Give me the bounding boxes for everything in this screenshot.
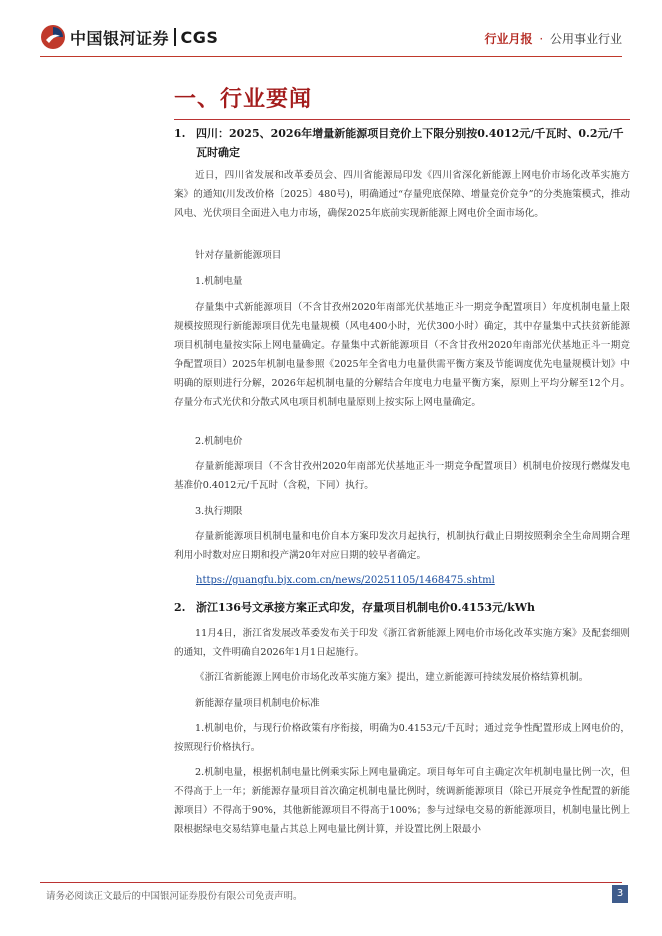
body-paragraph: 3.执行期限 — [195, 506, 243, 517]
logo-text-cn: 中国银河证券 — [70, 28, 170, 48]
footer-disclaimer: 请务必阅读正文最后的中国银河证券股份有限公司免责声明。 — [46, 891, 303, 902]
paragraph-8 — [174, 527, 630, 565]
body-paragraph: 新能源存量项目机制电价标准 — [195, 698, 320, 709]
news-heading-2 — [174, 598, 630, 617]
news-item-2 — [174, 598, 630, 617]
body-paragraph: 针对存量新能源项目 — [195, 250, 282, 261]
body-paragraph: 存量集中式新能源项目（不含甘孜州2020年南部光伏基地正斗一期竞争配置项目）年度机制电量上限规模按照现行新能源项目优先电量规模（风电400小时，光伏300小时）确定，其中存量集中式扶贫新能源项目机制电量按实际上网电量确定。存量集中式新能源项目（不含甘孜州2020年南部光伏基地正斗一期竞争配置项目）2025年机制电量参照《2025年全省电力电量供需平衡方案及节能调度优先电量规模计划》中明确的原则进行分解，2026年起机制电量的分解结合年度电力电量平衡方案，原则上平均分解至12个月。存量分布式光伏和分散式风电项目机制电量原则上按实际上网电量确定。 — [174, 302, 630, 408]
paragraph-6 — [174, 457, 630, 495]
cgs-logo-icon — [40, 24, 66, 50]
page-number-badge: 3 — [612, 885, 628, 903]
paragraph-12 — [174, 719, 630, 757]
body-paragraph: 存量新能源项目机制电量和电价自本方案印发次月起执行，机制执行截止日期按照剩余全生命周期合理利用小时数对应日期和投产满20年对应日期的较早者确定。 — [174, 531, 630, 561]
page-header — [0, 0, 662, 64]
paragraph-13 — [174, 763, 630, 839]
body-paragraph: 1.机制电价，与现行价格政策有序衔接，明确为0.4153元/千瓦时；通过竞争性配置形成上网电价的，按照现行价格执行。 — [174, 723, 630, 753]
paragraph-9 — [174, 624, 630, 662]
section-title: 一、行业要闻 — [174, 87, 313, 112]
paragraph-4 — [174, 298, 630, 412]
header-divider — [40, 56, 622, 57]
source-link[interactable]: https://guangfu.bjx.com.cn/news/20251105/1468475.shtml — [196, 575, 495, 586]
logo-divider — [174, 28, 176, 46]
paragraph-11 — [174, 694, 630, 713]
news-heading-1 — [174, 124, 630, 162]
news-heading-text-1: 四川：2025、2026年增量新能源项目竞价上下限分别按0.4012元/千瓦时、0.2元/千瓦时确定 — [196, 127, 624, 159]
cgs-logo — [40, 24, 218, 50]
paragraph-5 — [174, 432, 630, 451]
body-paragraph: 近日，四川省发展和改革委员会、四川省能源局印发《四川省深化新能源上网电价市场化改革实施方案》的通知(川发改价格〔2025〕480号)，明确通过“存量兜底保障、增量竞价竞争”的分类施策模式，推动风电、光伏项目全面进入电力市场，确保2025年底前实现新能源上网电价全面市场化。 — [174, 170, 630, 219]
paragraph-3 — [174, 272, 630, 291]
logo-text-en: CGS — [180, 27, 219, 47]
body-paragraph: 存量新能源项目（不含甘孜州2020年南部光伏基地正斗一期竞争配置项目）机制电价按现行燃煤发电基准价0.4012元/千瓦时（含税，下同）执行。 — [174, 461, 630, 491]
news-number-1: 1. — [174, 127, 186, 140]
paragraph-1 — [174, 166, 630, 223]
body-paragraph: 2.机制电量，根据机制电量比例乘实际上网电量确定。项目每年可自主确定次年机制电量比例一次，但不得高于上一年；新能源存量项目首次确定机制电量比例时，统调新能源项目（除已开展竞争性配置的新能源项目）不得高于90%，其他新能源项目不得高于100%；参与过绿电交易的新能源项目，机制电量比例上限根据绿电交易结算电量占其总上网电量比例计算，并设置比例上限最小 — [174, 767, 630, 835]
paragraph-10 — [174, 668, 630, 687]
footer-divider — [40, 882, 622, 883]
body-paragraph: 1.机制电量 — [195, 276, 243, 287]
news-number-2: 2. — [174, 601, 186, 614]
header-separator: · — [539, 32, 544, 46]
source-link-block — [174, 571, 630, 590]
report-type: 行业月报 — [484, 32, 533, 46]
body-paragraph: 《浙江省新能源上网电价市场化改革实施方案》提出，建立新能源可持续发展价格结算机制。 — [195, 672, 589, 683]
body-paragraph: 2.机制电价 — [195, 436, 243, 447]
paragraph-2 — [174, 246, 630, 265]
industry-name: 公用事业行业 — [549, 32, 622, 46]
body-paragraph: 11月4日，浙江省发展改革委发布关于印发《浙江省新能源上网电价市场化改革实施方案》及配套细则的通知，文件明确自2026年1月1日起施行。 — [174, 628, 630, 658]
report-category — [484, 30, 622, 47]
news-heading-text-2: 浙江136号文承接方案正式印发，存量项目机制电价0.4153元/kWh — [196, 601, 536, 614]
paragraph-7 — [174, 502, 630, 521]
section-header — [174, 80, 630, 120]
section-divider — [174, 119, 630, 120]
news-item-1 — [174, 124, 630, 162]
